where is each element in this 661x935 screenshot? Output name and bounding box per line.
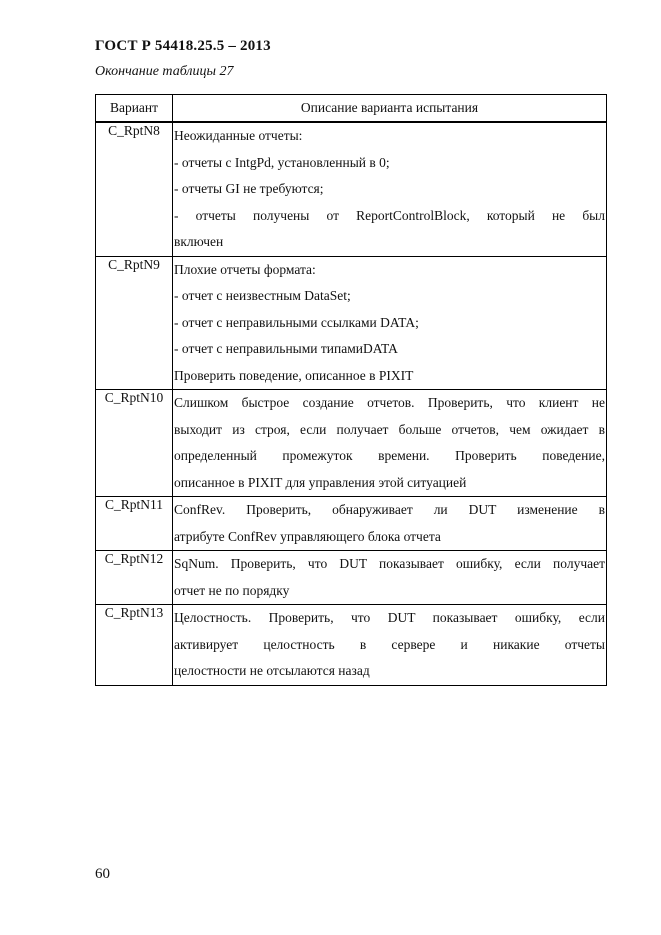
standard-title: ГОСТ Р 54418.25.5 – 2013 xyxy=(95,38,271,54)
description-line: Неожиданные отчеты: xyxy=(174,128,303,143)
description-line: - отчеты с IntgPd, установленный в 0; xyxy=(174,154,390,170)
description-line: атрибуте ConfRev управляющего блока отчета xyxy=(174,528,441,544)
description-cell xyxy=(173,256,607,390)
description-line: активирует целостность в сервере и никакие отчеты xyxy=(174,636,605,652)
description-cell xyxy=(173,497,607,551)
table-row xyxy=(96,497,607,551)
description-line: ConfRev. Проверить, обнаруживает ли DUT изменение в xyxy=(174,502,605,517)
variant-cell: C_RptN11 xyxy=(96,497,173,551)
description-cell xyxy=(173,122,607,256)
description-line: - отчет с неправильными типамиDATA xyxy=(174,341,398,356)
description-line: отчет не по порядку xyxy=(174,582,290,598)
description-line: выходит из строя, если получает больше отчетов, чем ожидает в xyxy=(174,421,605,437)
page-number: 60 xyxy=(95,866,110,882)
table-row xyxy=(96,256,607,390)
table-row xyxy=(96,122,607,256)
description-line: описанное в PIXIT для управления этой ситуацией xyxy=(174,474,467,490)
description-line: SqNum. Проверить, что DUT показывает ошибку, если получает xyxy=(174,556,605,571)
column-header-description: Описание варианта испытания xyxy=(173,95,607,123)
description-line: - отчет с неизвестным DataSet; xyxy=(174,288,351,303)
description-line: включен xyxy=(174,234,224,249)
table-header-row xyxy=(96,95,607,123)
variant-cell: C_RptN10 xyxy=(96,390,173,497)
variant-cell: C_RptN12 xyxy=(96,551,173,605)
description-cell xyxy=(173,605,607,686)
description-line: целостности не отсылаются назад xyxy=(174,663,370,678)
table-row xyxy=(96,605,607,686)
table-caption: Окончание таблицы 27 xyxy=(95,64,234,79)
table-body xyxy=(96,122,607,685)
variant-cell: C_RptN8 xyxy=(96,122,173,256)
variant-cell: C_RptN9 xyxy=(96,256,173,390)
test-variants-table xyxy=(95,94,607,686)
description-line: Плохие отчеты формата: xyxy=(174,261,316,277)
description-line: Целостность. Проверить, что DUT показывает ошибку, если xyxy=(174,610,605,625)
table-row xyxy=(96,390,607,497)
table-row xyxy=(96,551,607,605)
description-line: - отчеты получены от ReportControlBlock, который не был xyxy=(174,207,605,223)
column-header-variant: Вариант xyxy=(96,95,173,123)
description-line: Слишком быстрое создание отчетов. Проверить, что клиент не xyxy=(174,395,605,410)
description-cell xyxy=(173,551,607,605)
description-line: - отчеты GI не требуются; xyxy=(174,181,324,196)
description-line: - отчет с неправильными ссылками DATA; xyxy=(174,314,419,330)
variant-cell: C_RptN13 xyxy=(96,605,173,686)
description-line: Проверить поведение, описанное в PIXIT xyxy=(174,367,414,383)
description-cell xyxy=(173,390,607,497)
description-line: определенный промежуток времени. Проверить поведение, xyxy=(174,448,605,463)
